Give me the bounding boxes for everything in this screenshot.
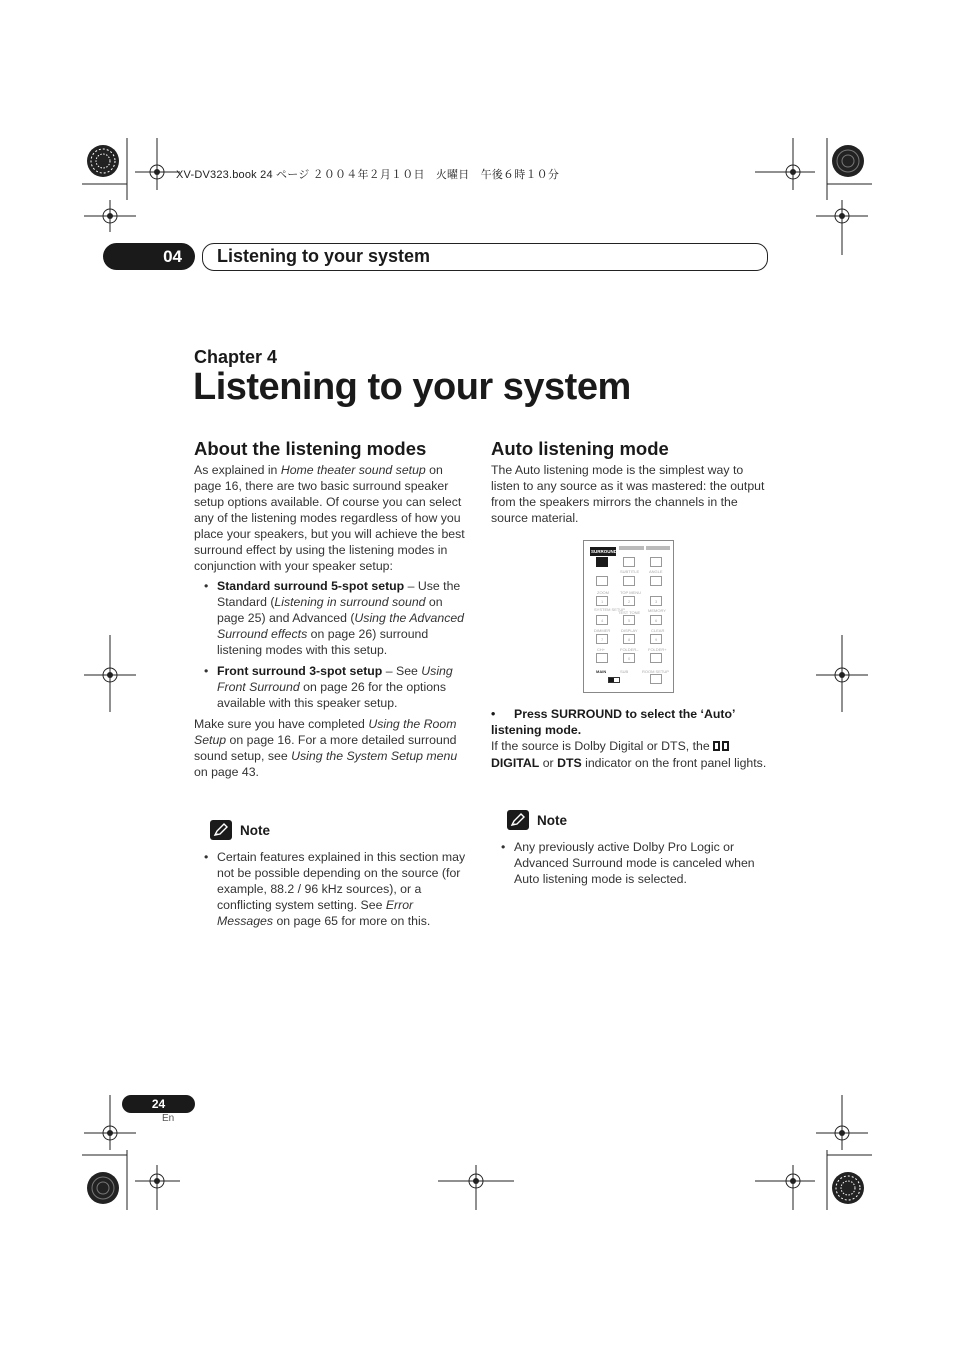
chapter-number-badge: 04: [103, 243, 195, 270]
list-item: • Standard surround 5-spot setup – Use the Standard (Listening in surround sound on page 25) and Advanced (Using the Advanced Surround effects on page 26) surround listening modes with this setup.: [217, 578, 470, 658]
remote-button-6[interactable]: 6: [650, 615, 662, 625]
note-body-left: [194, 845, 470, 934]
auto-mode-intro: The Auto listening mode is the simplest way to listen to any source as it was mastered: the output from the speakers mirrors the channels in the source material.: [491, 463, 765, 525]
page-language: En: [162, 1113, 175, 1124]
remote-button[interactable]: [623, 557, 635, 567]
remote-button[interactable]: [596, 576, 608, 586]
remote-button-7[interactable]: 7: [596, 634, 608, 644]
remote-button[interactable]: [623, 576, 635, 586]
room-setup-button[interactable]: [650, 674, 662, 684]
page-number: 24: [122, 1095, 195, 1113]
chapter-label: Chapter 4: [194, 347, 278, 367]
remote-button-4[interactable]: 4: [596, 615, 608, 625]
note-item: • Certain features explained in this section may not be possible depending on the source (for example, 88.2 / 96 kHz sources), or a conflicting system setting. See Error Messages on page 65 for more on this.: [217, 849, 470, 929]
chapter-header-title: Listening to your system: [202, 243, 768, 271]
remote-button-3[interactable]: 3: [650, 596, 662, 606]
instruction-detail: If the source is Dolby Digital or DTS, the DIGITAL or DTS indicator on the front panel lights.: [491, 739, 767, 770]
note-item: • Any previously active Dolby Pro Logic or Advanced Surround mode is canceled when Auto listening mode is selected.: [514, 839, 769, 887]
remote-button[interactable]: [650, 653, 662, 663]
section-heading-listening-modes: About the listening modes: [194, 438, 427, 459]
speaker-setup-list: [194, 578, 470, 711]
note-body-right: [491, 835, 769, 892]
remote-button[interactable]: [650, 576, 662, 586]
remote-button-9[interactable]: 9: [650, 634, 662, 644]
instruction-step: • Press SURROUND to select the ‘Auto’ listening mode.: [491, 707, 735, 737]
intro-paragraph: As explained in Home theater sound setup on page 16, there are two basic surround speaker setup options available. Of course you can select any of the listening modes regardless of how you place your speakers, but you will achieve the best surround effect by using the listening modes in conjunction with your speaker setup:: [194, 463, 465, 573]
note-header-left: [210, 820, 270, 840]
main-sub-switch[interactable]: [608, 677, 620, 683]
note-title: Note: [537, 812, 567, 828]
note-title: Note: [240, 822, 270, 838]
page-title: Listening to your system: [193, 366, 631, 408]
left-column-body: [194, 462, 470, 780]
remote-button-8[interactable]: 8: [623, 634, 635, 644]
dolby-dd-icon: [713, 739, 729, 755]
pencil-icon: [210, 820, 232, 840]
remote-button-5[interactable]: 5: [623, 615, 635, 625]
list-item: • Front surround 3-spot setup – See Using Front Surround on page 26 for the options available with this speaker setup.: [217, 663, 470, 711]
note-header-right: [507, 810, 567, 830]
remote-button-2[interactable]: 2: [623, 596, 635, 606]
remote-button[interactable]: [596, 653, 608, 663]
closing-paragraph: Make sure you have completed Using the Room Setup on page 16. For a more detailed surround sound setup, see Using the System Setup menu on page 43.: [194, 717, 458, 779]
file-header: XV-DV323.book 24 ページ ２００４年２月１０日 火曜日 午後６時１０分: [176, 169, 560, 181]
remote-button-0[interactable]: 0: [623, 653, 635, 663]
surround-button[interactable]: [596, 557, 608, 567]
remote-button-1[interactable]: 1: [596, 596, 608, 606]
pencil-icon: [507, 810, 529, 830]
remote-control-illustration: SURROUND SUBTITLE ANGLE ZOOM TOP MENU 1 2 3 SYSTEM SETUP TEST TONE MEMORY 4 5 6 DIMMER DISPLAY CLEAR 7 8 9 CH+ FOLDER– FOLDER+ 0 MAIN SUB ROOM SETUP: [583, 540, 674, 693]
surround-label-box: SURROUND: [591, 549, 618, 554]
section-heading-auto-mode: Auto listening mode: [491, 438, 669, 459]
remote-button[interactable]: [650, 557, 662, 567]
